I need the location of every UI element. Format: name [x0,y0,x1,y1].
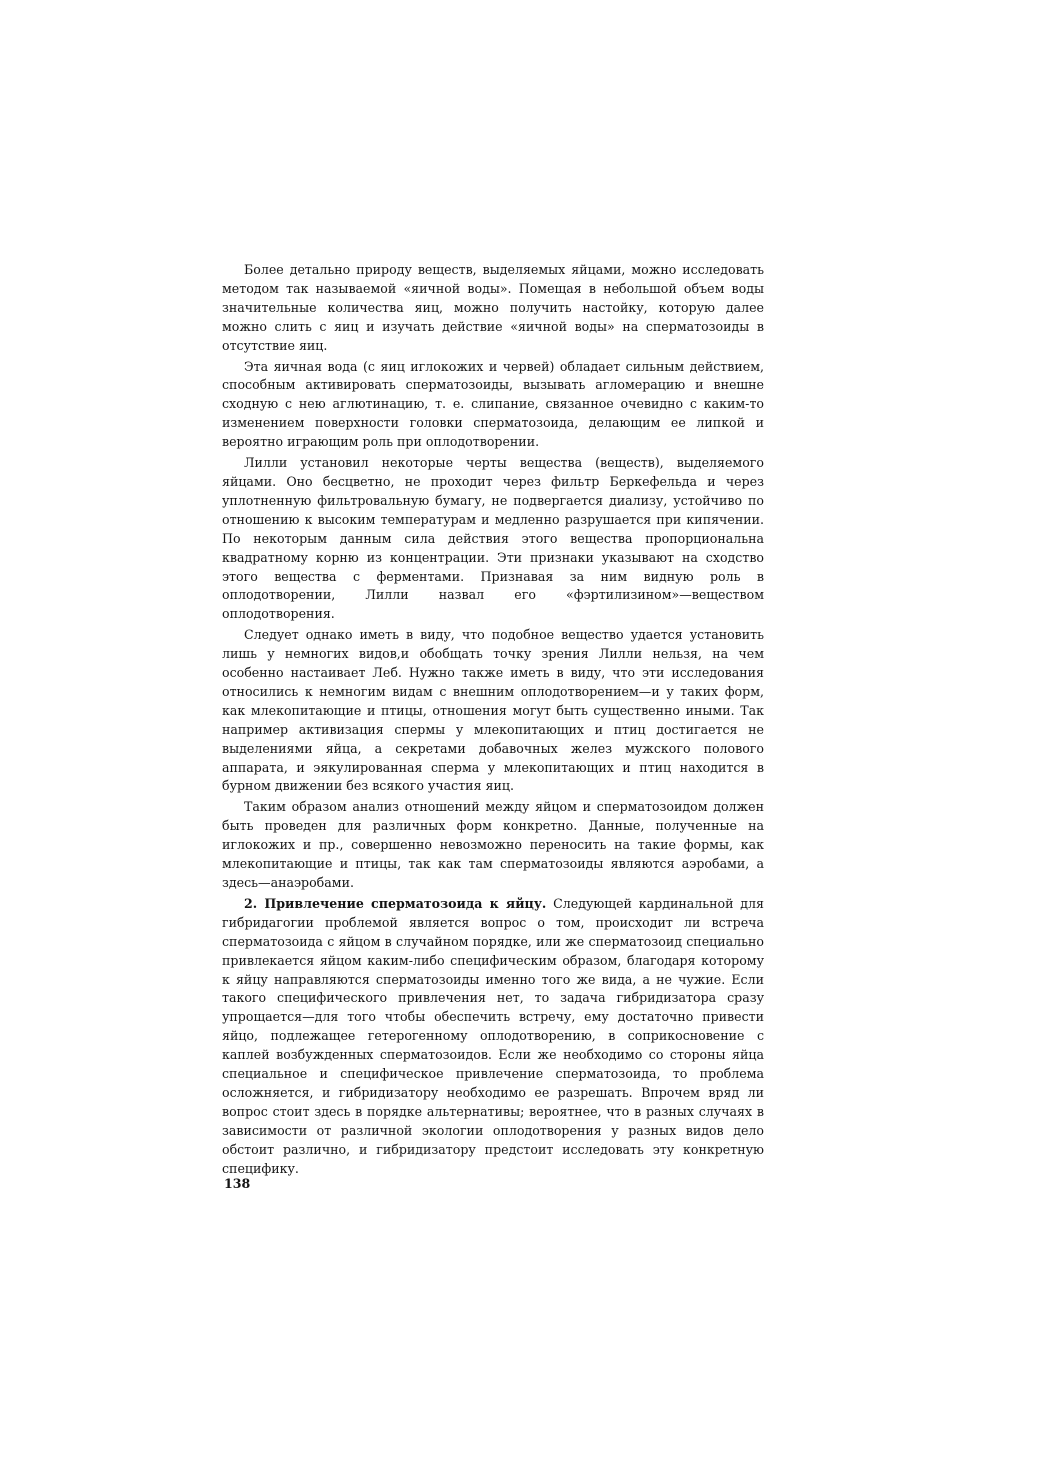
paragraph-text: Более детально природу веществ, выделяемых яйцами, можно исследовать методом так называемой «яичной воды». Помещая в небольшой объем воды значительные количества яиц, можно получить настойку, которую далее можно слить с яиц и изучать действие «яичной воды» на сперматозоиды в отсутствие яиц. [222,262,764,353]
paragraph-egg-water-action [222,358,764,453]
paragraph-text: Лилли установил некоторые черты вещества (веществ), выделяемого яйцами. Оно бесцветно, не проходит через фильтр Беркефельда и через уплотненную фильтровальную бумагу, не подвергается диализу, устойчиво по отношению к высоким температурам и медленно разрушается при кипячении. По некоторым данным сила действия этого вещества пропорциональна квадратному корню из концентрации. Эти признаки указывают на сходство этого вещества с ферментами. Признавая за ним видную роль в оплодотворении, Лилли назвал его «фэртилизином»—веществом оплодотворения. [222,455,764,622]
paragraph-lillie-fertilizin [222,454,764,624]
paragraph-loeb-objection [222,626,764,796]
paragraph-text: Таким образом анализ отношений между яйцом и сперматозоидом должен быть проведен для различных форм конкретно. Данные, полученные на иглокожих и пр., совершенно невозможно переносить на такие формы, как млекопитающие и птицы, так как там сперматозоиды являются аэробами, а здесь—анаэробами. [222,799,764,890]
section-heading: 2. Привлечение сперматозоида к яйцу. [244,895,547,911]
paragraph-egg-water [222,261,764,356]
page-number: 138 [224,1176,251,1191]
paragraph-text: Эта яичная вода (с яиц иглокожих и червей) обладает сильным действием, способным активировать сперматозоиды, вызывать агломерацию и внешне сходную с нею аглютинацию, т. е. слипание, связанное очевидно с каким-то изменением поверхности головки сперматозоида, делающим ее липкой и вероятно играющим роль при оплодотворении. [222,358,764,450]
body-text [222,261,764,1179]
paragraph-analysis [222,798,764,893]
paragraph-text: Следует однако иметь в виду, что подобное вещество удается установить лишь у немногих видов,и обобщать точку зрения Лилли нельзя, на чем особенно настаивает Леб. Нужно также иметь в виду, что эти исследования относились к немногим видам с внешним оплодотворением—и у таких форм, как млекопитающие и птицы, отношения могут быть существенно иными. Так например активизация спермы у млекопитающих и птиц достигается не выделениями яйца, а секретами добавочных желез мужского полового аппарата, и эякулированная сперма у млекопитающих и птиц находится в бурном движении без всякого участия яиц. [222,627,764,794]
paragraph-sperm-attraction [222,895,764,1179]
paragraph-text: Следующей кардинальной для гибридагогии проблемой является вопрос о том, происходит ли встреча сперматозоида с яйцом в случайном порядке, или же сперматозоид специально привлекается яйцом каким-либо специфическим образом, благодаря которому к яйцу направляются сперматозоиды именно того же вида, а не чужие. Если такого специфического привлечения нет, то задача гибридизатора сразу упрощается—для того чтобы обеспечить встречу, ему достаточно привести яйцо, подлежащее гетерогенному оплодотворению, в соприкосновение с каплей возбужденных сперматозоидов. Если же необходимо со стороны яйца специальное и специфическое привлечение сперматозоида, то проблема осложняется, и гибридизатору необходимо ее разрешать. Впрочем вряд ли вопрос стоит здесь в порядке альтернативы; вероятнее, что в разных случаях в зависимости от различной экологии оплодотворения у разных видов дело обстоит различно, и гибридизатору предстоит исследовать эту конкретную специфику. [222,895,764,1176]
